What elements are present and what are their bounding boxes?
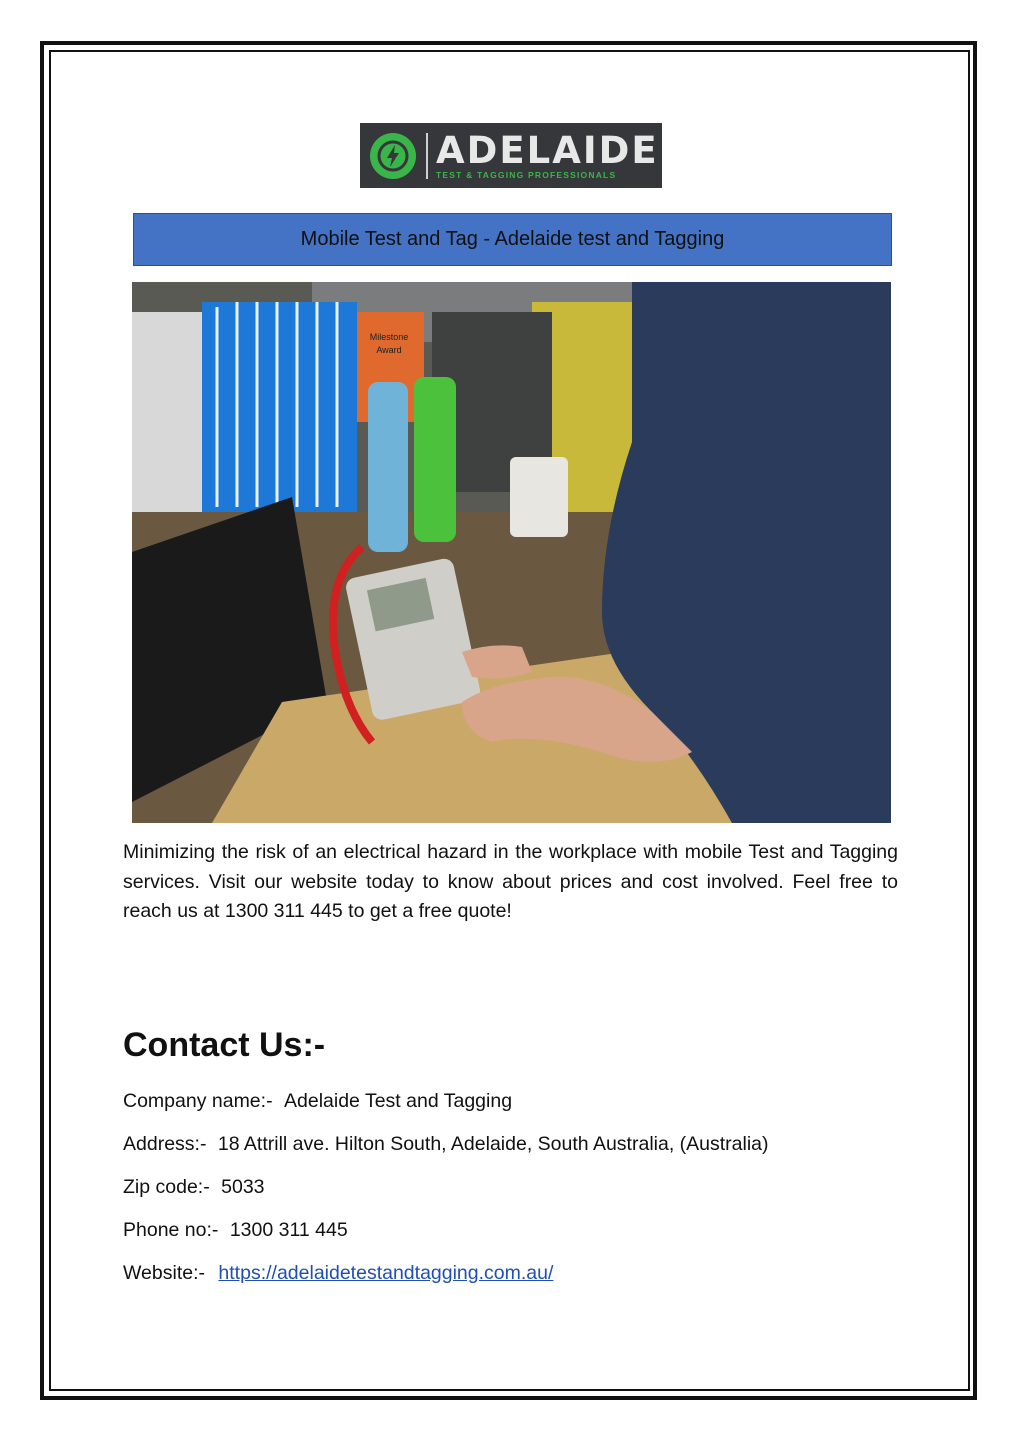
company-label: Company name:- <box>123 1090 273 1112</box>
website-label: Website:- <box>123 1262 205 1284</box>
address-label: Address:- <box>123 1133 207 1155</box>
address-line <box>123 1133 769 1156</box>
company-line <box>123 1090 512 1113</box>
description-paragraph: Minimizing the risk of an electrical hazard in the workplace with mobile Test and Tagging services. Visit our website today to know about prices and cost involved. Feel free to reach us at 1300 311 445 to get a free quote! <box>123 841 898 922</box>
address-value: 18 Attrill ave. Hilton South, Adelaide, South Australia, (Australia) <box>217 1133 769 1155</box>
website-line <box>123 1262 553 1285</box>
logo-name: ADELAIDE <box>436 128 659 172</box>
logo-tagline: TEST & TAGGING PROFESSIONALS <box>436 169 617 180</box>
phone-label: Phone no:- <box>123 1219 219 1241</box>
page-title: Mobile Test and Tag - Adelaide test and Tagging <box>133 213 892 266</box>
photo-sign-line2: Award <box>376 345 402 355</box>
website-link[interactable]: https://adelaidetestandtagging.com.au/ <box>218 1262 554 1284</box>
company-value: Adelaide Test and Tagging <box>284 1090 513 1112</box>
zip-label: Zip code:- <box>123 1176 210 1198</box>
logo-text <box>436 128 659 180</box>
contact-heading: Contact Us:- <box>123 1026 326 1064</box>
company-logo <box>360 123 662 188</box>
phone-value: 1300 311 445 <box>229 1219 348 1241</box>
zip-line <box>123 1176 265 1199</box>
hero-photo <box>132 282 891 823</box>
phone-line <box>123 1219 348 1242</box>
zip-value: 5033 <box>221 1176 265 1198</box>
photo-sign-line1: Milestone <box>369 332 409 342</box>
logo-divider <box>426 133 428 179</box>
lightning-icon <box>370 133 416 179</box>
